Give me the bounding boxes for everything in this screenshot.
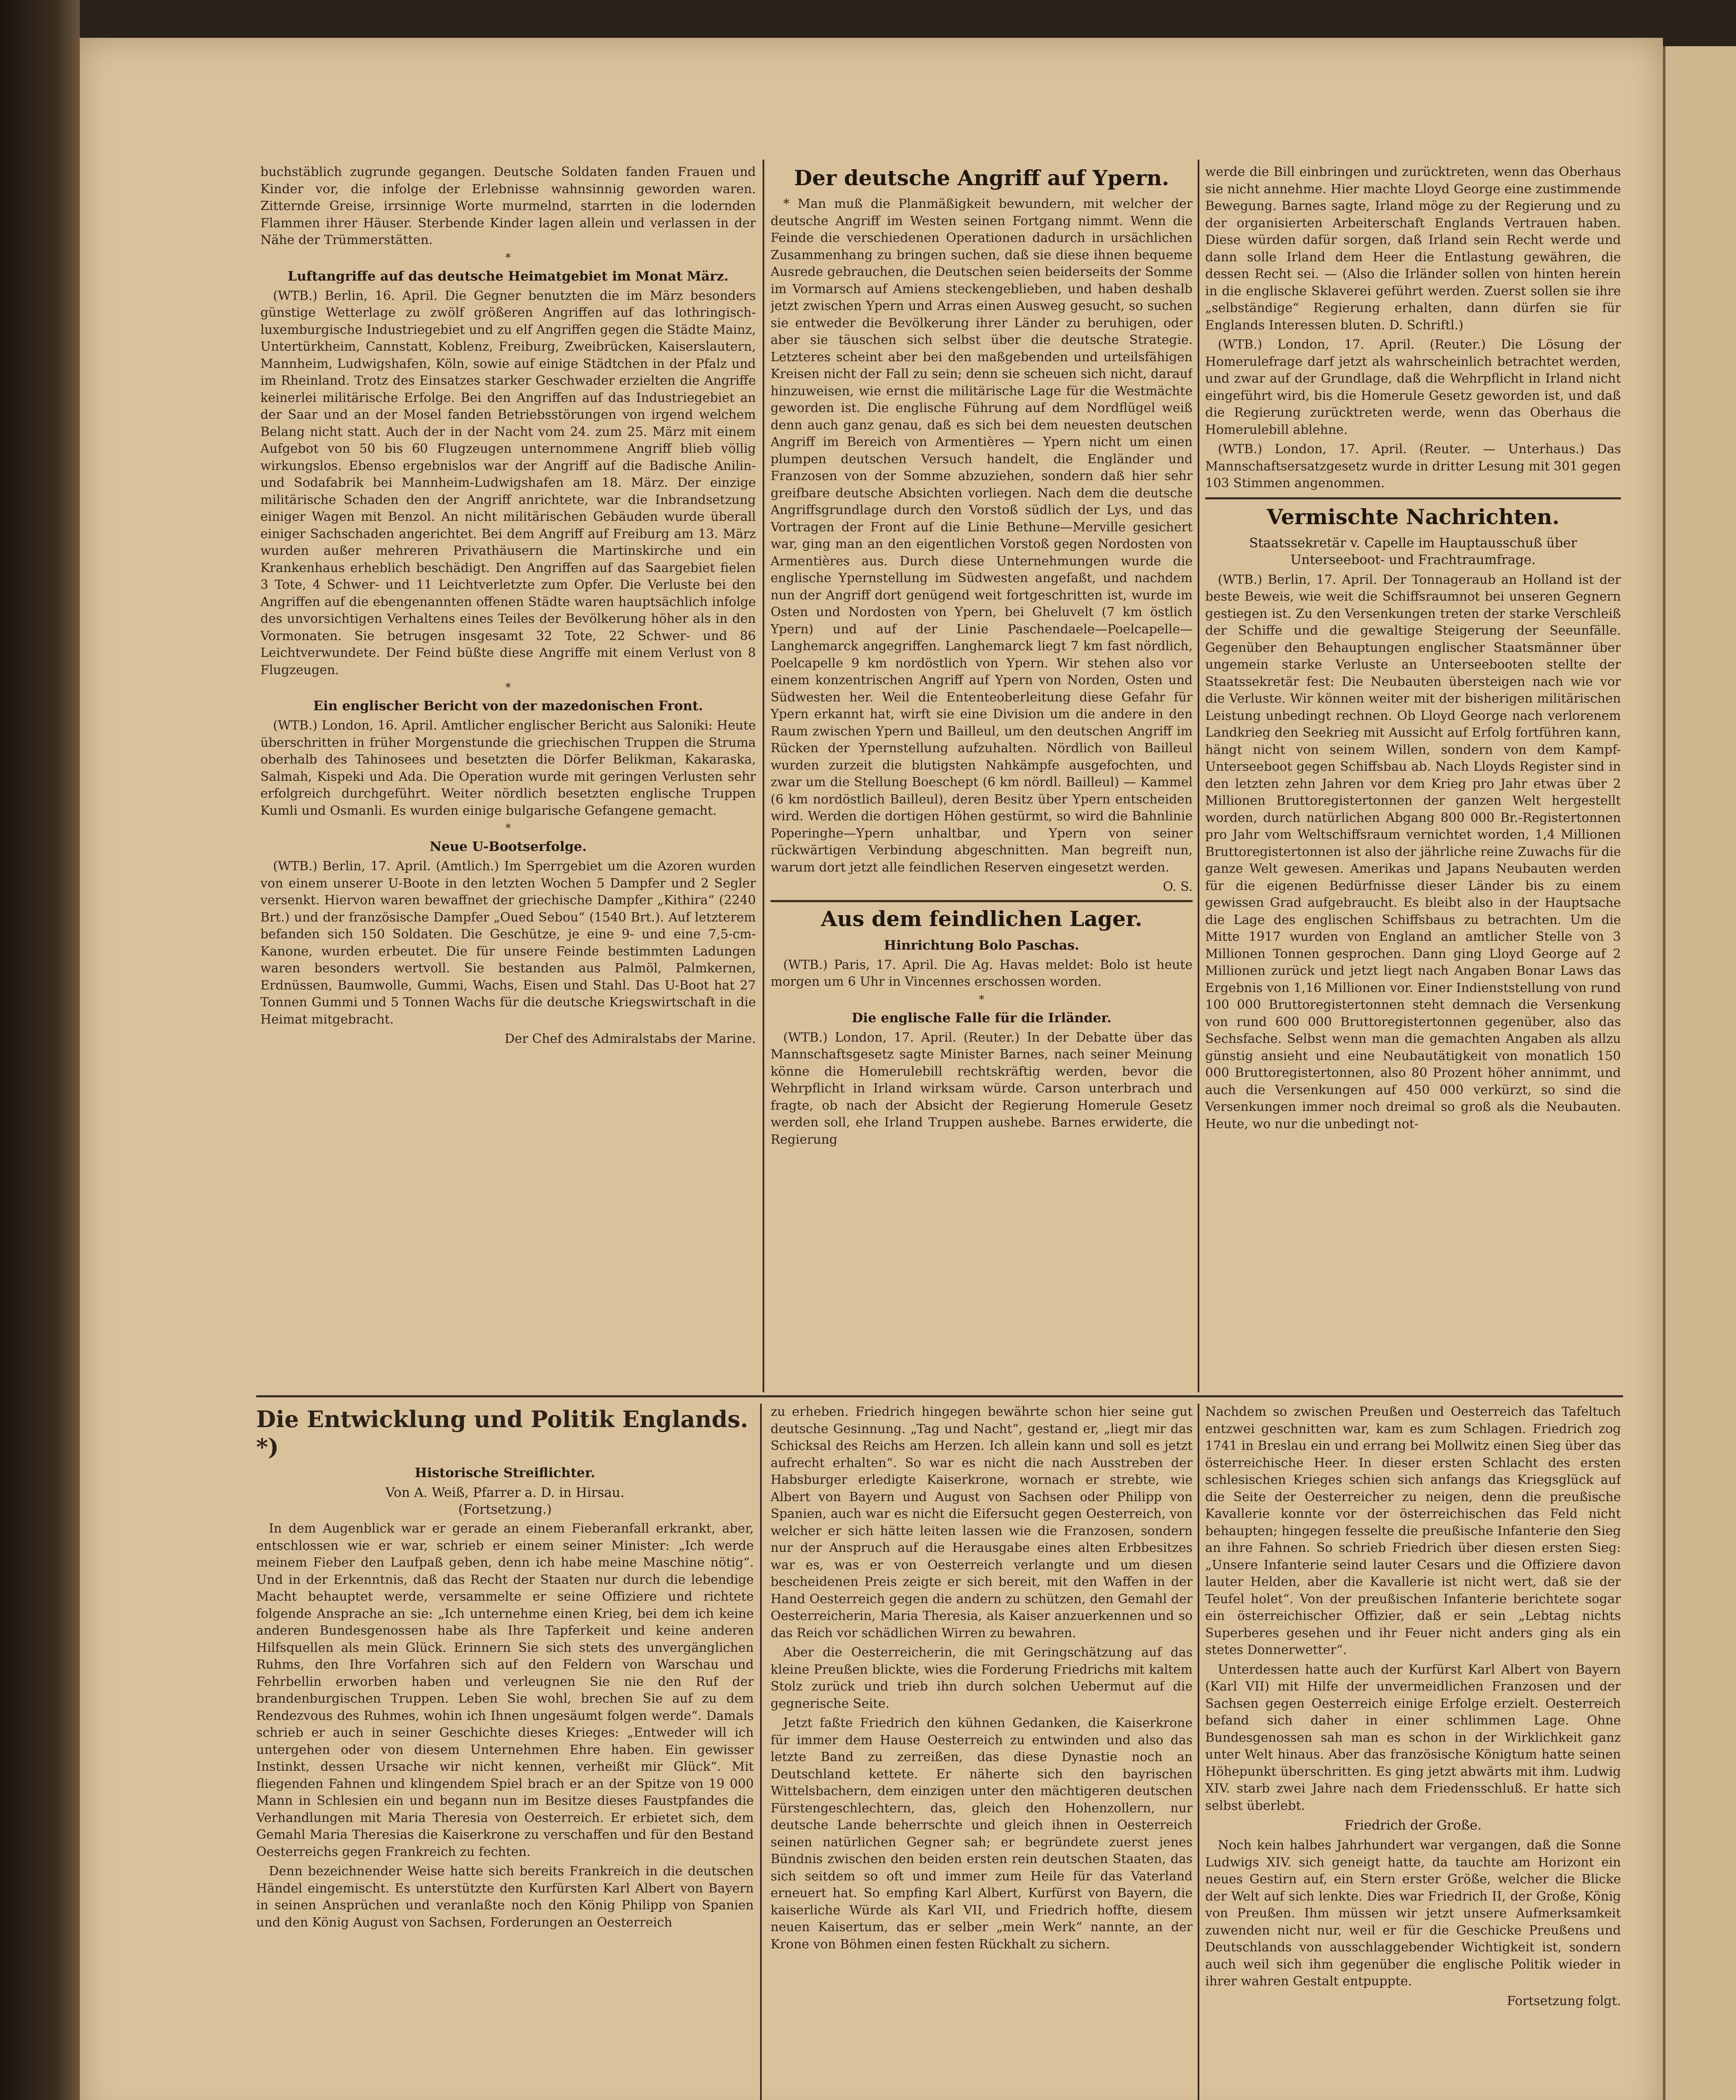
section-rule [1205,497,1621,499]
text-friedrich-2: Aber die Oesterreicherin, die mit Geringschätzung auf das kleine Preußen blickte, wies die Forderung Friedrichs mit kaltem Stolz zurück und trieb ihn durch solchen Uebermut auf die gegnerische Seite. [771,1645,1193,1711]
text-mazedonische-front: (WTB.) London, 16. April. Amtlicher englischer Bericht aus Saloniki: Heute überschritten in früher Morgenstunde die griechischen Truppen die Struma oberhalb des Tahinosees und besetzten die Dörfer Belikman, Kakaraska, Salmah, Kispeki und Ada. Die Operation wurde mit geringen Verlusten sehr erfolgreich durchgeführt. Weiter nördlich besetzten englische Truppen Kumli und Osmanli. Es wurden einige bulgarische Gefangene gemacht. [260,718,756,818]
text-friedrich-1: zu erheben. Friedrich hingegen bewährte schon hier seine gut deutsche Gesinnung. „Tag und Nacht“, gestand er, „liegt mir das Schicksal des Reichs am Herzen. Ich allein kann und soll es jetzt aufrecht erhalten“. So war es nicht die nach Ausstreben der Habsburger erledigte Kaiserkrone, wornach er strebte, wie Albert von Bayern und August von Sachsen oder Philipp von Spanien, auch war es nicht die Eifersucht gegen Oesterreich, von welcher er sich hätte leiten lassen wie die Franzosen, sondern nur der Anspruch auf die Herausgabe eines alten Erbbesitzes war es, was er von Oesterreich verlangte und um diesen bescheidenen Preis zeigte er sich bereit, mit den Waffen in der Hand Oesterreich gegen die andern zu schützen, den Gemahl der Oesterreicherin, Maria Theresia, als Kaiser anzuerkennen und so das Reich vor schädlichen Wirren zu bewahren. [771,1404,1193,1641]
signature-admiralstab: Der Chef des Admiralstabs der Marine. [504,1032,756,1046]
adjacent-page [1663,46,1736,2100]
column-rule [1198,1404,1199,2100]
text-entwicklung-2: Denn bezeichnender Weise hatte sich bereits Frankreich in die deutschen Händel eingemischt. Es unterstützte den Kurfürsten Karl Albert von Bayern in seinen Ansprüchen und veranlaßte noch den König Philipp von Spanien und den König August von Sachsen, Forderungen an Oesterreich [256,1864,754,1930]
text-friedrich-3: Jetzt faßte Friedrich den kühnen Gedanken, die Kaiserkrone für immer dem Hause Oesterreich zu entwinden und also das letzte Band zu zerreißen, das diese Dynastie noch an Deutschland kettete. Er näherte sich den bayrischen Wittelsbachern, dem einzigen unter den mächtigeren deutschen Fürstengeschlechtern, das, gleich den Hohenzollern, nur deutsche Lande beherrschte und gleich ihnen in Oesterreich seinen natürlichen Gegner sah; er begründete zuerst jenes Bündnis zwischen den beiden ersten rein deutschen Staaten, das sich seitdem so oft und immer zum Heile für das Vaterland erneuert hat. So empfing Karl Albert, Kurfürst von Bayern, die kaiserliche Würde als Karl VII, und Friedrich hoffte, diesem neuen Kaisertum, das er selber „mein Werk“ nannte, an der Krone von Böhmen einen festen Rückhalt zu sichern. [771,1716,1193,1952]
bottom-column-2 [771,1404,1193,2100]
book-spine [0,0,80,2100]
text-englische-falle: (WTB.) London, 17. April. (Reuter.) In der Debatte über das Mannschaftsgesetz sagte Minister Barnes, nach seiner Meinung könne die Homerulebill rechtskräftig werden, bevor die Wehrpflicht in Irland wirksam würde. Carson unterbrach und fragte, ob nach der Absicht der Regierung Homerule Gesetz werden soll, ehe Irland Truppen aushebe. Barnes erwiderte, die Regierung [771,1030,1193,1147]
text-angriff-ypern: * Man muß die Planmäßigkeit bewundern, mit welcher der deutsche Angriff im Westen seinen Fortgang nimmt. Wenn die Feinde die verschiedenen Operationen dadurch in ursächlichen Zusammenhang zu bringen suchen, daß sie diese ihnen bequeme Ausrede gebrauchen, die Deutschen seien beiderseits der Somme im Vormarsch auf Amiens steckengeblieben, und haben deshalb jetzt zwischen Ypern und Arras einen Ausweg gesucht, so suchen sie entweder die Bevölkerung ihrer Länder zu beruhigen, oder aber sie täuschen sich selbst über die deutsche Strategie. Letzteres scheint aber bei den maßgebenden und urteilsfähigen Kreisen nicht der Fall zu sein; denn sie scheuen sich nicht, darauf hinzuweisen, wie ernst die militärische Lage für die Westmächte geworden ist. Die englische Führung auf dem Nordflügel weiß denn auch ganz genau, daß es sich bei dem neuesten deutschen Angriff im Bereich von Armentières — Ypern nicht um einen plumpen deutschen Versuch handelt, die Engländer und Franzosen von der Somme abzuziehen, sondern daß hier sehr greifbare deutsche Absichten vorliegen. Nach dem die deutsche Angriffsgrundlage durch den Vorstoß südlich der Lys, und das Vortragen der Front auf die Linie Bethune—Merville gesichert war, ging man an den eigentlichen Vorstoß gegen Nordosten von Armentières aus. Durch diese Unternehmungen wurde die englische Ypernstellung im Südwesten angefaßt, und nachdem nun der Angriff dort genügend weit fortgeschritten ist, wurde im Osten und Nordosten von Ypern, bei Gheluvelt (7 km östlich Ypern) und auf der Linie Paschendaele—Poelcapelle—Langhemarck angegriffen. Langhemarck liegt 7 km fast nördlich, Poelcapelle 9 km nordöstlich von Ypern. Wir stehen also vor einem konzentrischen Angriff auf Ypern von Norden, Osten und Südwesten her. Weil die Ententeoberleitung diese Gefahr für Ypern erkannt hat, wirft sie eine Division um die andere in den Raum zwischen Ypern und Bailleul, um den deutschen Angriff im Rücken der Ypernstellung aufzuhalten. Nördlich von Bailleul wurden zurzeit die blutigsten Nahkämpfe ausgefochten, und zwar um die Stellung Boeschept (6 km nördl. Bailleul) — Kammel (6 km nordöstlich Bailleul), deren Besitz über Ypern entscheiden wird. Werden die dortigen Höhen gestürmt, so wird die Bahnlinie Poperinghe—Ypern unhaltbar, und Ypern von seiner rückwärtigen Verbindung abgeschnitten. Man begreift nun, warum dort jetzt alle feindlichen Reserven eingesetzt werden. [771,197,1193,875]
title-vermischte-nachrichten: Vermischte Nachrichten. [1267,504,1560,529]
title-entwicklung-englands: Die Entwicklung und Politik Englands. *) [256,1406,748,1460]
text-unterhaus: (WTB.) London, 17. April. (Reuter. — Unterhaus.) Das Mannschaftsersatzgesetz wurde in dritter Lesung mit 301 gegen 103 Stimmen angenommen. [1205,442,1621,491]
separator-star: * [505,822,511,835]
text-tonnage: (WTB.) Berlin, 17. April. Der Tonnageraub an Holland ist der beste Beweis, wie weit die Schiffsraumnot bei unseren Gegnern gestiegen ist. Zu den Versenkungen treten der starke Verschleiß der Schiffe und die gewaltige Steigerung der Seeunfälle. Gegenüber den Behauptungen englischer Staatsmänner über ungemein starke Verluste an Unterseebooten stellte der Staatssekretär fest: Die Neubauten übersteigen nach wie vor die Verluste. Wir können weiter mit der bisherigen militärischen Leistung unbedingt rechnen. Ob Lloyd George nach verlorenem Landkrieg den Seekrieg mit Aussicht auf Erfolg fortführen kann, hängt nicht von seinem Willen, sondern von dem Kampf-Unterseeboot gegen Schiffsbau ab. Nach Lloyds Register sind in den letzten zehn Jahren vor dem Krieg pro Jahr etwas über 2 Millionen Bruttoregistertonnen der ganzen Welt hergestellt worden, durch natürlichen Abgang 800 000 Br.-Registertonnen pro Jahr vom Weltschiffsraum vernichtet worden, 1,4 Millionen Bruttoregistertonnen ist also der jährliche reine Zuwachs für die ganze Welt gewesen. Amerikas und Japans Neubauten werden für die eigenen Bedürfnisse dieser Länder bis zu einem gewissen Grad aufgebraucht. Es bleibt also in der Hauptsache die Lage des englischen Schiffsbaus zu betrachten. Um die Mitte 1917 wurden von England an amtlicher Stelle von 3 Millionen Tonnen gesprochen. Dann ging Lloyd George auf 2 Millionen zurück und jetzt liegt nach Angaben Bonar Laws das Ergebnis von 1,16 Millionen vor. Einer Indienststellung von rund 100 000 Bruttoregistertonnen steht demnach die Versenkung von rund 600 000 Bruttoregistertonnen gegenüber, also das Sechsfache. Selbst wenn man die gemachten Angaben als allzu günstig ansieht und eine Neubautätigkeit von monatlich 150 000 Bruttoregistertonnen, also 80 Prozent höher annimmt, und auch die Versenkungen auf 450 000 verkürzt, so sind die Versenkungen immer noch dreimal so groß als die Neubauten. Heute, wo nur die unbedingt not- [1205,572,1621,1131]
column-rule [1198,160,1199,1392]
continuation-note: (Fortsetzung.) [458,1502,552,1517]
column-rule [760,1404,762,2100]
title-angriff-ypern: Der deutsche Angriff auf Ypern. [794,165,1170,190]
text-karl-albert: Unterdessen hatte auch der Kurfürst Karl Albert von Bayern (Karl VII) mit Hilfe der unvermeidlichen Franzosen und der Sachsen gegen Oesterreich einige Erfolge erzielt. Oesterreich befand sich daher in einer schlimmen Lage. Ohne Bundesgenossen sah man es schon in der Wirklichkeit ganz unter Welt hinaus. Aber das französische Königtum hatte seinen Höhepunkt überschritten. Es ging jetzt abwärts mit ihm. Ludwig XIV. starb zwei Jahre nach dem Friedensschluß. Er hatte sich selbst überlebt. [1205,1662,1621,1813]
title-feindliches-lager: Aus dem feindlichen Lager. [821,906,1143,931]
section-rule [771,900,1193,902]
heading-englische-falle: Die englische Falle für die Irländer. [852,1010,1112,1026]
text-bolo: (WTB.) Paris, 17. April. Die Ag. Havas meldet: Bolo ist heute morgen um 6 Uhr in Vincennes erschossen worden. [771,957,1193,989]
text-entwicklung-1: In dem Augenblick war er gerade an einem Fieberanfall erkrankt, aber, entschlossen wie er war, schrieb er einem seiner Minister: „Ich werde meinem Fieber den Laufpaß geben, denn ich habe meine Maschine nötig“. Und in der Erkenntnis, daß das Recht der Staaten nur durch die lebendige Macht behauptet werde, versammelte er seine Offiziere und richtete folgende Ansprache an sie: „Ich unternehme einen Krieg, bei dem ich keine anderen Bundesgenossen habe als Ihre Tapferkeit und keine anderen Hilfsquellen als mein Glück. Erinnern Sie sich stets des unvergänglichen Ruhms, den Ihre Vorfahren sich auf den Feldern von Warschau und Fehrbellin erworben haben und verleugnen Sie nie den Ruf der brandenburgischen Truppen. Leben Sie wohl, brechen Sie auf zu dem Rendezvous des Ruhmes, wohin ich Ihnen ungesäumt folgen werde“. Damals schrieb er auch in seiner Geschichte dieses Krieges: „Entweder will ich untergehen oder von diesem Unternehmen Ehre haben. Ein gewisser Instinkt, dessen Ursache wir nicht kennen, verheißt mir Glück“. Mit fliegenden Fahnen und klingendem Spiel brach er an der Spitze von 19 000 Mann in Schlesien ein und begann nun im Besitze dieses Faustpfandes die Verhandlungen mit Maria Theresia von Oesterreich. Er erbietet sich, dem Gemahl Maria Theresias die Kaiserkrone zu verschaffen und für den Bestand Oesterreichs gegen Frankreich zu fechten. [256,1521,754,1859]
column-rule [763,160,764,1392]
continuation-footer: Fortsetzung folgt. [1507,1993,1621,2008]
heading-luftangriffe: Luftangriffe auf das deutsche Heimatgebiet im Monat März. [288,268,729,284]
subtitle-streiflichter: Historische Streiflichter. [414,1465,595,1480]
top-column-2 [771,164,1193,1394]
bottom-column-1 [256,1404,754,2100]
heading-bolo: Hinrichtung Bolo Paschas. [884,937,1079,953]
author-line: Von A. Weiß, Pfarrer a. D. in Hirsau. [385,1485,624,1500]
heading-mazedonische-front: Ein englischer Bericht von der mazedonischen Front. [313,698,703,714]
separator-star: * [505,681,511,694]
text-homerule-loesung: (WTB.) London, 17. April. (Reuter.) Die Lösung der Homerulefrage darf jetzt als wahrscheinlich betrachtet werden, und zwar auf der Grundlage, daß die Wehrpflicht in Irland nicht eingeführt wird, bis die Homerule Gesetz geworden ist, und daß die Regierung zurücktreten werde, wenn das Oberhaus die Homerulebill ablehne. [1205,337,1621,437]
separator-star: * [979,993,984,1006]
bottom-column-3 [1205,1404,1621,2100]
subtitle-capelle: Staatssekretär v. Capelle im Hauptausschuß über Unterseeboot- und Frachtraumfrage. [1249,535,1577,567]
text-mollwitz: Nachdem so zwischen Preußen und Oesterreich das Tafeltuch entzwei geschnitten war, kam es zum Schlagen. Friedrich zog 1741 in Breslau ein und errang bei Mollwitz einen Sieg über das österreichische Heer. In dieser ersten Schlacht des ersten schlesischen Krieges schien sich anfangs das Kriegsglück auf die Seite der Oesterreicher zu neigen, denn die preußische Kavallerie konnte vor der österreichischen das Feld nicht behaupten; hingegen fesselte die preußische Infanterie den Sieg an ihre Fahnen. So schrieb Friedrich über diesen ersten Sieg: „Unsere Infanterie seind lauter Cesars und die Offiziere davon lauter Helden, aber die Kavallerie ist nicht wert, daß sie der Teufel holet“. Von der preußischen Infanterie berichtete sogar ein österreichischer Offizier, daß er sein „Lebtag nichts Superberes gesehen und ihr Feuer nicht anders ging als ein stetes Donnerwetter“. [1205,1404,1621,1657]
heading-friedrich-der-grosse: Friedrich der Große. [1344,1818,1482,1833]
top-column-1 [260,164,756,1394]
article-continuation: buchstäblich zugrunde gegangen. Deutsche Soldaten fanden Frauen und Kinder vor, die infolge der Erlebnisse wahnsinnig geworden waren. Zitternde Greise, irrsinnige Worte murmelnd, starrten in die lodernden Flammen ihrer Häuser. Sterbende Kinder lagen allein und verlassen in der Nähe der Trümmerstätten. [260,165,756,247]
separator-star: * [505,251,511,264]
text-homerule-continuation: werde die Bill einbringen und zurücktreten, wenn das Oberhaus sie nicht annehme. Hier machte Lloyd George eine zustimmende Bewegung. Barnes sagte, Irland möge zu der Regierung und zu der organisierten Arbeiterschaft Englands Vertrauen haben. Diese würden dafür sorgen, daß Irland sein Recht werde und dann solle Irland dem Heer die Entlastung gewähren, die dessen Recht sei. — (Also die Irländer sollen von hinten herein in die englische Sklaverei geführt werden. Zuerst sollen sie ihre „selbständige“ Regierung erhalten, dann dürfen sie für Englands Interessen bluten. D. Schriftl.) [1205,165,1621,333]
heading-u-boot: Neue U-Bootserfolge. [430,839,587,854]
text-friedrich-der-grosse: Noch kein halbes Jahrhundert war vergangen, daß die Sonne Ludwigs XIV. sich geneigt hatte, da tauchte am Horizont ein neues Gestirn auf, ein Stern erster Größe, welcher die Blicke der Welt auf sich lenkte. Dies war Friedrich II, der Große, König von Preußen. Ihm müssen wir jetzt unsere Aufmerksamkeit zuwenden nicht nur, weil er für die Geschicke Preußens und Deutschlands von ausschlaggebender Wichtigkeit ist, sondern auch weil sich ihm gegenüber die englische Politik wieder in ihrer wahren Gestalt entpuppte. [1205,1838,1621,1989]
text-u-boot: (WTB.) Berlin, 17. April. (Amtlich.) Im Sperrgebiet um die Azoren wurden von einem unserer U-Boote in den letzten Wochen 5 Dampfer und 2 Segler versenkt. Hiervon waren bewaffnet der griechische Dampfer „Kithira“ (2240 Brt.) und der französische Dampfer „Oued Sebou“ (1540 Brt.). Auf letzterem befanden sich 150 Soldaten. Die Geschütze, je eine 9- und eine 7,5-cm-Kanone, wurden erbeutet. Die für unsere Feinde bestimmten Ladungen waren besonders wertvoll. Sie bestanden aus Palmöl, Palmkernen, Erdnüssen, Baumwolle, Gummi, Wachs, Eisen und Stahl. Das U-Boot hat 27 Tonnen Gummi und 5 Tonnen Wachs für die deutsche Kriegswirtschaft in die Heimat mitgebracht. [260,859,756,1027]
section-divider [256,1395,1623,1397]
text-luftangriffe: (WTB.) Berlin, 16. April. Die Gegner benutzten die im März besonders günstige Wetterlage zu zwölf größeren Angriffen auf das lothringisch-luxemburgische Industriegebiet und zu elf Angriffen gegen die Städte Mainz, Untertürkheim, Cannstatt, Koblenz, Freiburg, Zweibrücken, Kaiserslautern, Mannheim, Ludwigshafen, Köln, sowie auf einige Städtchen in der Pfalz und im Rheinland. Trotz des Einsatzes starker Geschwader erzielten die Angriffe keinerlei militärische Erfolge. Bei den Angriffen auf das Industriegebiet an der Saar und an der Mosel fanden Betriebsstörungen von irgend welchem Belang nicht statt. Auch der in der Nacht vom 24. zum 25. März mit einem Aufgebot von 50 bis 60 Flugzeugen unternommene Angriff blieb völlig wirkungslos. Ebenso ergebnislos war der Angriff auf die Badische Anilin- und Sodafabrik bei Mannheim-Ludwigshafen am 18. März. Der einzige militärische Schaden den der Angriff anrichtete, war die Inbrandsetzung einiger Wagen mit Benzol. An nicht militärischen Gebäuden wurde überall einiger Sachschaden angerichtet. Bei dem Angriff auf Freiburg am 13. März wurden außer mehreren Privathäusern die Martinskirche und ein Krankenhaus erheblich beschädigt. Den Angriffen auf das Saargebiet fielen 3 Tote, 4 Schwer- und 11 Leichtverletzte zum Opfer. Die Verluste bei den Angriffen auf die ebengenannten offenen Städte waren hauptsächlich infolge des unvorsichtigen Verhaltens eines Teiles der Bevölkerung höher als in den Vormonaten. Sie betrugen insgesamt 32 Tote, 22 Schwer- und 86 Leichtverwundete. Der Feind büßte diese Angriffe mit einem Verlust von 8 Flugzeugen. [260,288,756,677]
signature-os: O. S. [1163,879,1193,894]
top-column-3 [1205,164,1621,1394]
newspaper-page [80,38,1663,2100]
